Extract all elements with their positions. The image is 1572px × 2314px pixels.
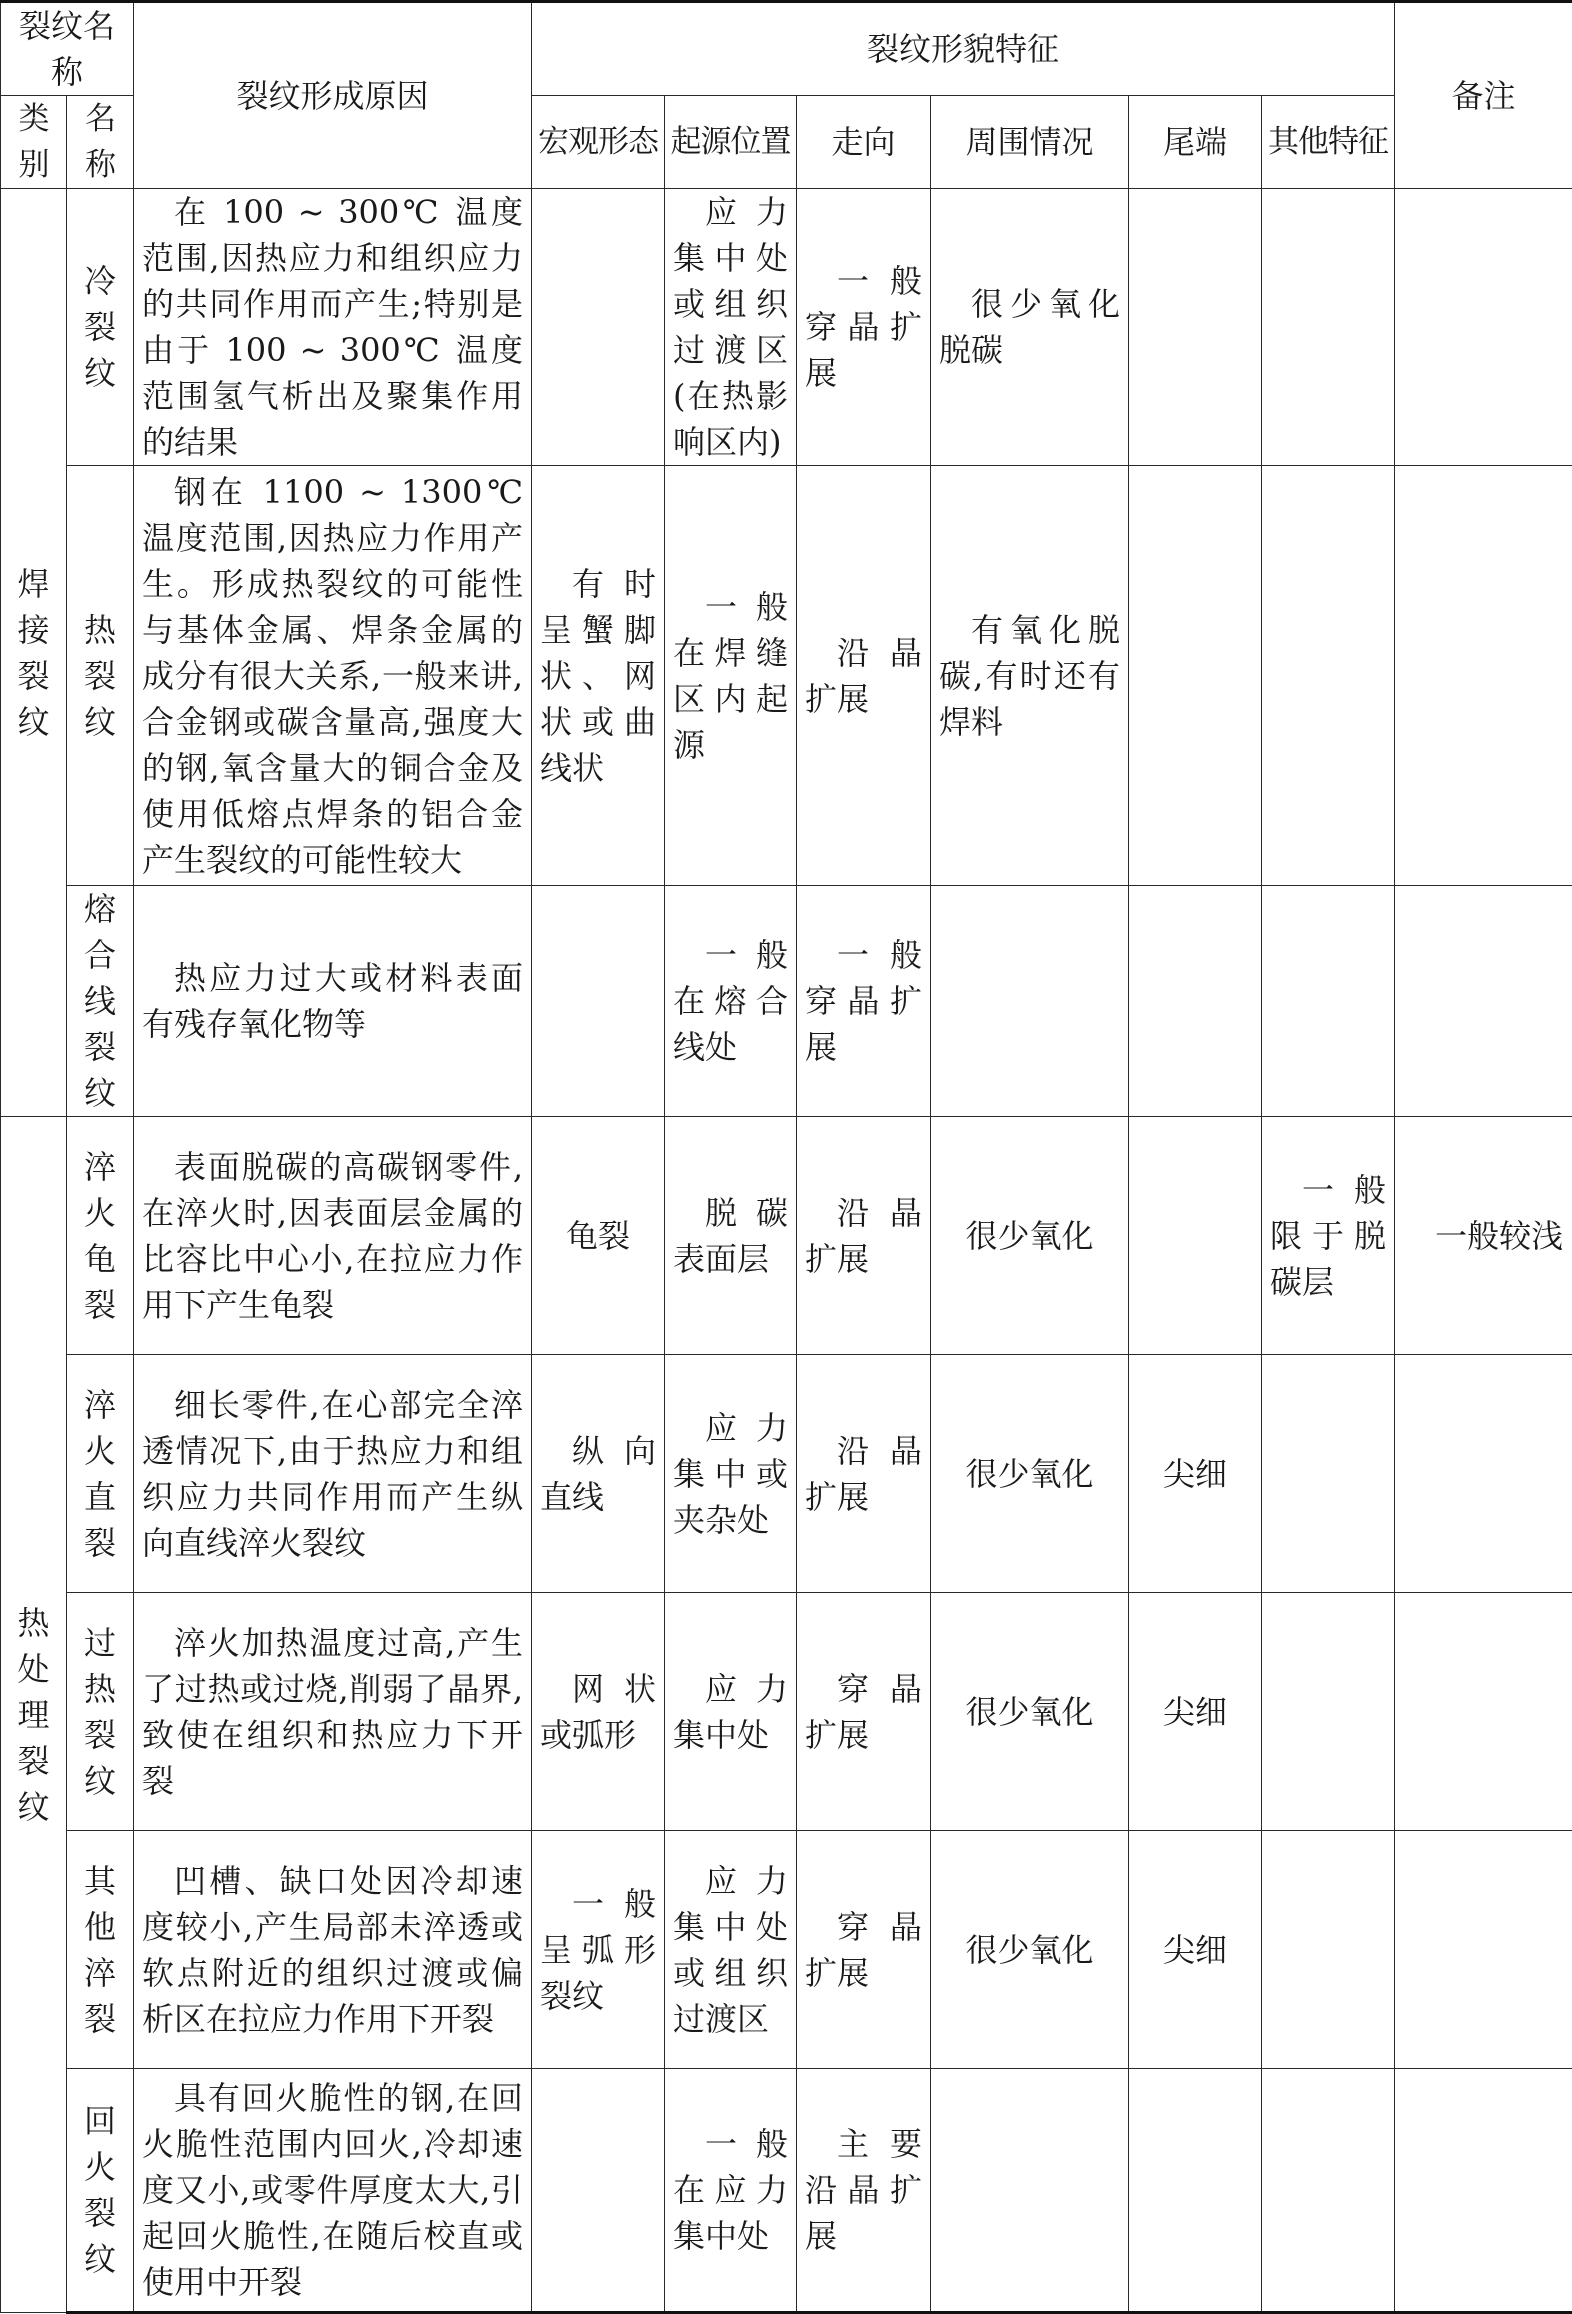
origin-cell: 应力集中处 (665, 1593, 797, 1831)
origin-cell: 一般在焊缝区内起源 (665, 466, 797, 886)
crack-name-cell: 淬火直裂 (67, 1355, 134, 1593)
macro-cell (532, 189, 665, 466)
header-tail: 尾端 (1129, 96, 1262, 189)
direction-cell: 主要沿晶扩展 (797, 2069, 931, 2313)
header-macro-shape: 宏观形态 (532, 96, 665, 189)
crack-name-cell: 其他淬裂 (67, 1831, 134, 2069)
surroundings-cell: 有氧化脱碳,有时还有焊料 (931, 466, 1129, 886)
cause-cell: 热应力过大或材料表面有残存氧化物等 (134, 886, 532, 1117)
other-cell (1262, 189, 1395, 466)
table-row (1, 189, 1572, 466)
table-row (1, 1117, 1572, 1355)
origin-cell: 脱碳表面层 (665, 1117, 797, 1355)
surroundings-cell (931, 2069, 1129, 2313)
macro-cell (532, 2069, 665, 2313)
remark-cell (1395, 1593, 1572, 1831)
remark-cell (1395, 466, 1572, 886)
category-cell: 焊接裂纹 (1, 189, 67, 1117)
tail-cell (1129, 189, 1262, 466)
origin-cell: 应力集中处或组织过渡区(在热影响区内) (665, 189, 797, 466)
macro-cell: 有时呈蟹脚状、网状或曲线状 (532, 466, 665, 886)
tail-cell (1129, 466, 1262, 886)
table-row (1, 886, 1572, 1117)
other-cell (1262, 1593, 1395, 1831)
crack-name-cell: 回火裂纹 (67, 2069, 134, 2313)
macro-cell: 纵向直线 (532, 1355, 665, 1593)
direction-cell: 穿晶扩展 (797, 1593, 931, 1831)
tail-cell: 尖细 (1129, 1831, 1262, 2069)
tail-cell: 尖细 (1129, 1593, 1262, 1831)
remark-cell: 一般较浅 (1395, 1117, 1572, 1355)
tail-cell (1129, 886, 1262, 1117)
table-row (1, 1355, 1572, 1593)
macro-cell: 网状或弧形 (532, 1593, 665, 1831)
crack-name-cell: 熔合线裂纹 (67, 886, 134, 1117)
direction-cell: 一般穿晶扩展 (797, 189, 931, 466)
direction-cell: 沿晶扩展 (797, 1117, 931, 1355)
other-cell (1262, 466, 1395, 886)
remark-cell (1395, 1355, 1572, 1593)
surroundings-cell: 很少氧化 (931, 1593, 1129, 1831)
cause-cell: 在 100 ~ 300℃ 温度范围,因热应力和组织应力的共同作用而产生;特别是由于 100 ~ 300℃ 温度范围氢气析出及聚集作用的结果 (134, 189, 532, 466)
crack-name-cell: 冷裂纹 (67, 189, 134, 466)
table-row (1, 1831, 1572, 2069)
cause-cell: 具有回火脆性的钢,在回火脆性范围内回火,冷却速度又小,或零件厚度太大,引起回火脆性,在随后校直或使用中开裂 (134, 2069, 532, 2313)
origin-cell: 一般在应力集中处 (665, 2069, 797, 2313)
crack-name-cell: 热裂纹 (67, 466, 134, 886)
macro-cell: 一般呈弧形裂纹 (532, 1831, 665, 2069)
header-formation-cause: 裂纹形成原因 (134, 2, 532, 189)
header-row-1 (1, 2, 1572, 96)
header-direction: 走向 (797, 96, 931, 189)
category-cell: 热处理裂纹 (1, 1117, 67, 2313)
surroundings-cell: 很少氧化 (931, 1831, 1129, 2069)
remark-cell (1395, 189, 1572, 466)
remark-cell (1395, 886, 1572, 1117)
tail-cell: 尖细 (1129, 1355, 1262, 1593)
remark-cell (1395, 2069, 1572, 2313)
direction-cell: 一般穿晶扩展 (797, 886, 931, 1117)
direction-cell: 穿晶扩展 (797, 1831, 931, 2069)
table-row (1, 2069, 1572, 2313)
direction-cell: 沿晶扩展 (797, 1355, 931, 1593)
surroundings-cell (931, 886, 1129, 1117)
header-name: 名称 (67, 96, 134, 189)
header-crack-name: 裂纹名称 (1, 2, 134, 96)
cause-cell: 凹槽、缺口处因冷却速度较小,产生局部未淬透或软点附近的组织过渡或偏析区在拉应力作用下开裂 (134, 1831, 532, 2069)
surroundings-cell: 很少氧化 (931, 1355, 1129, 1593)
other-cell (1262, 1355, 1395, 1593)
origin-cell: 一般在熔合线处 (665, 886, 797, 1117)
macro-cell (532, 886, 665, 1117)
surroundings-cell: 很少氧化脱碳 (931, 189, 1129, 466)
header-remarks: 备注 (1395, 2, 1572, 189)
other-cell (1262, 1831, 1395, 2069)
surroundings-cell: 很少氧化 (931, 1117, 1129, 1355)
crack-name-cell: 淬火龟裂 (67, 1117, 134, 1355)
cause-cell: 细长零件,在心部完全淬透情况下,由于热应力和组织应力共同作用而产生纵向直线淬火裂纹 (134, 1355, 532, 1593)
other-cell (1262, 886, 1395, 1117)
crack-name-cell: 过热裂纹 (67, 1593, 134, 1831)
macro-cell: 龟裂 (532, 1117, 665, 1355)
origin-cell: 应力集中或夹杂处 (665, 1355, 797, 1593)
other-cell: 一般限于脱碳层 (1262, 1117, 1395, 1355)
tail-cell (1129, 1117, 1262, 1355)
remark-cell (1395, 1831, 1572, 2069)
cause-cell: 淬火加热温度过高,产生了过热或过烧,削弱了晶界,致使在组织和热应力下开裂 (134, 1593, 532, 1831)
other-cell (1262, 2069, 1395, 2313)
cause-cell: 钢在 1100 ~ 1300℃ 温度范围,因热应力作用产生。形成热裂纹的可能性与基体金属、焊条金属的成分有很大关系,一般来讲,合金钢或碳含量高,强度大的钢,氧含量大的铜合金及使用低熔点焊条的铝合金产生裂纹的可能性较大 (134, 466, 532, 886)
header-other-features: 其他特征 (1262, 96, 1395, 189)
cause-cell: 表面脱碳的高碳钢零件,在淬火时,因表面层金属的比容比中心小,在拉应力作用下产生龟裂 (134, 1117, 532, 1355)
header-surroundings: 周围情况 (931, 96, 1129, 189)
direction-cell: 沿晶扩展 (797, 466, 931, 886)
header-category: 类别 (1, 96, 67, 189)
origin-cell: 应力集中处或组织过渡区 (665, 1831, 797, 2069)
tail-cell (1129, 2069, 1262, 2313)
header-origin-position: 起源位置 (665, 96, 797, 189)
table-row (1, 466, 1572, 886)
table-row (1, 1593, 1572, 1831)
header-morphology: 裂纹形貌特征 (532, 2, 1395, 96)
